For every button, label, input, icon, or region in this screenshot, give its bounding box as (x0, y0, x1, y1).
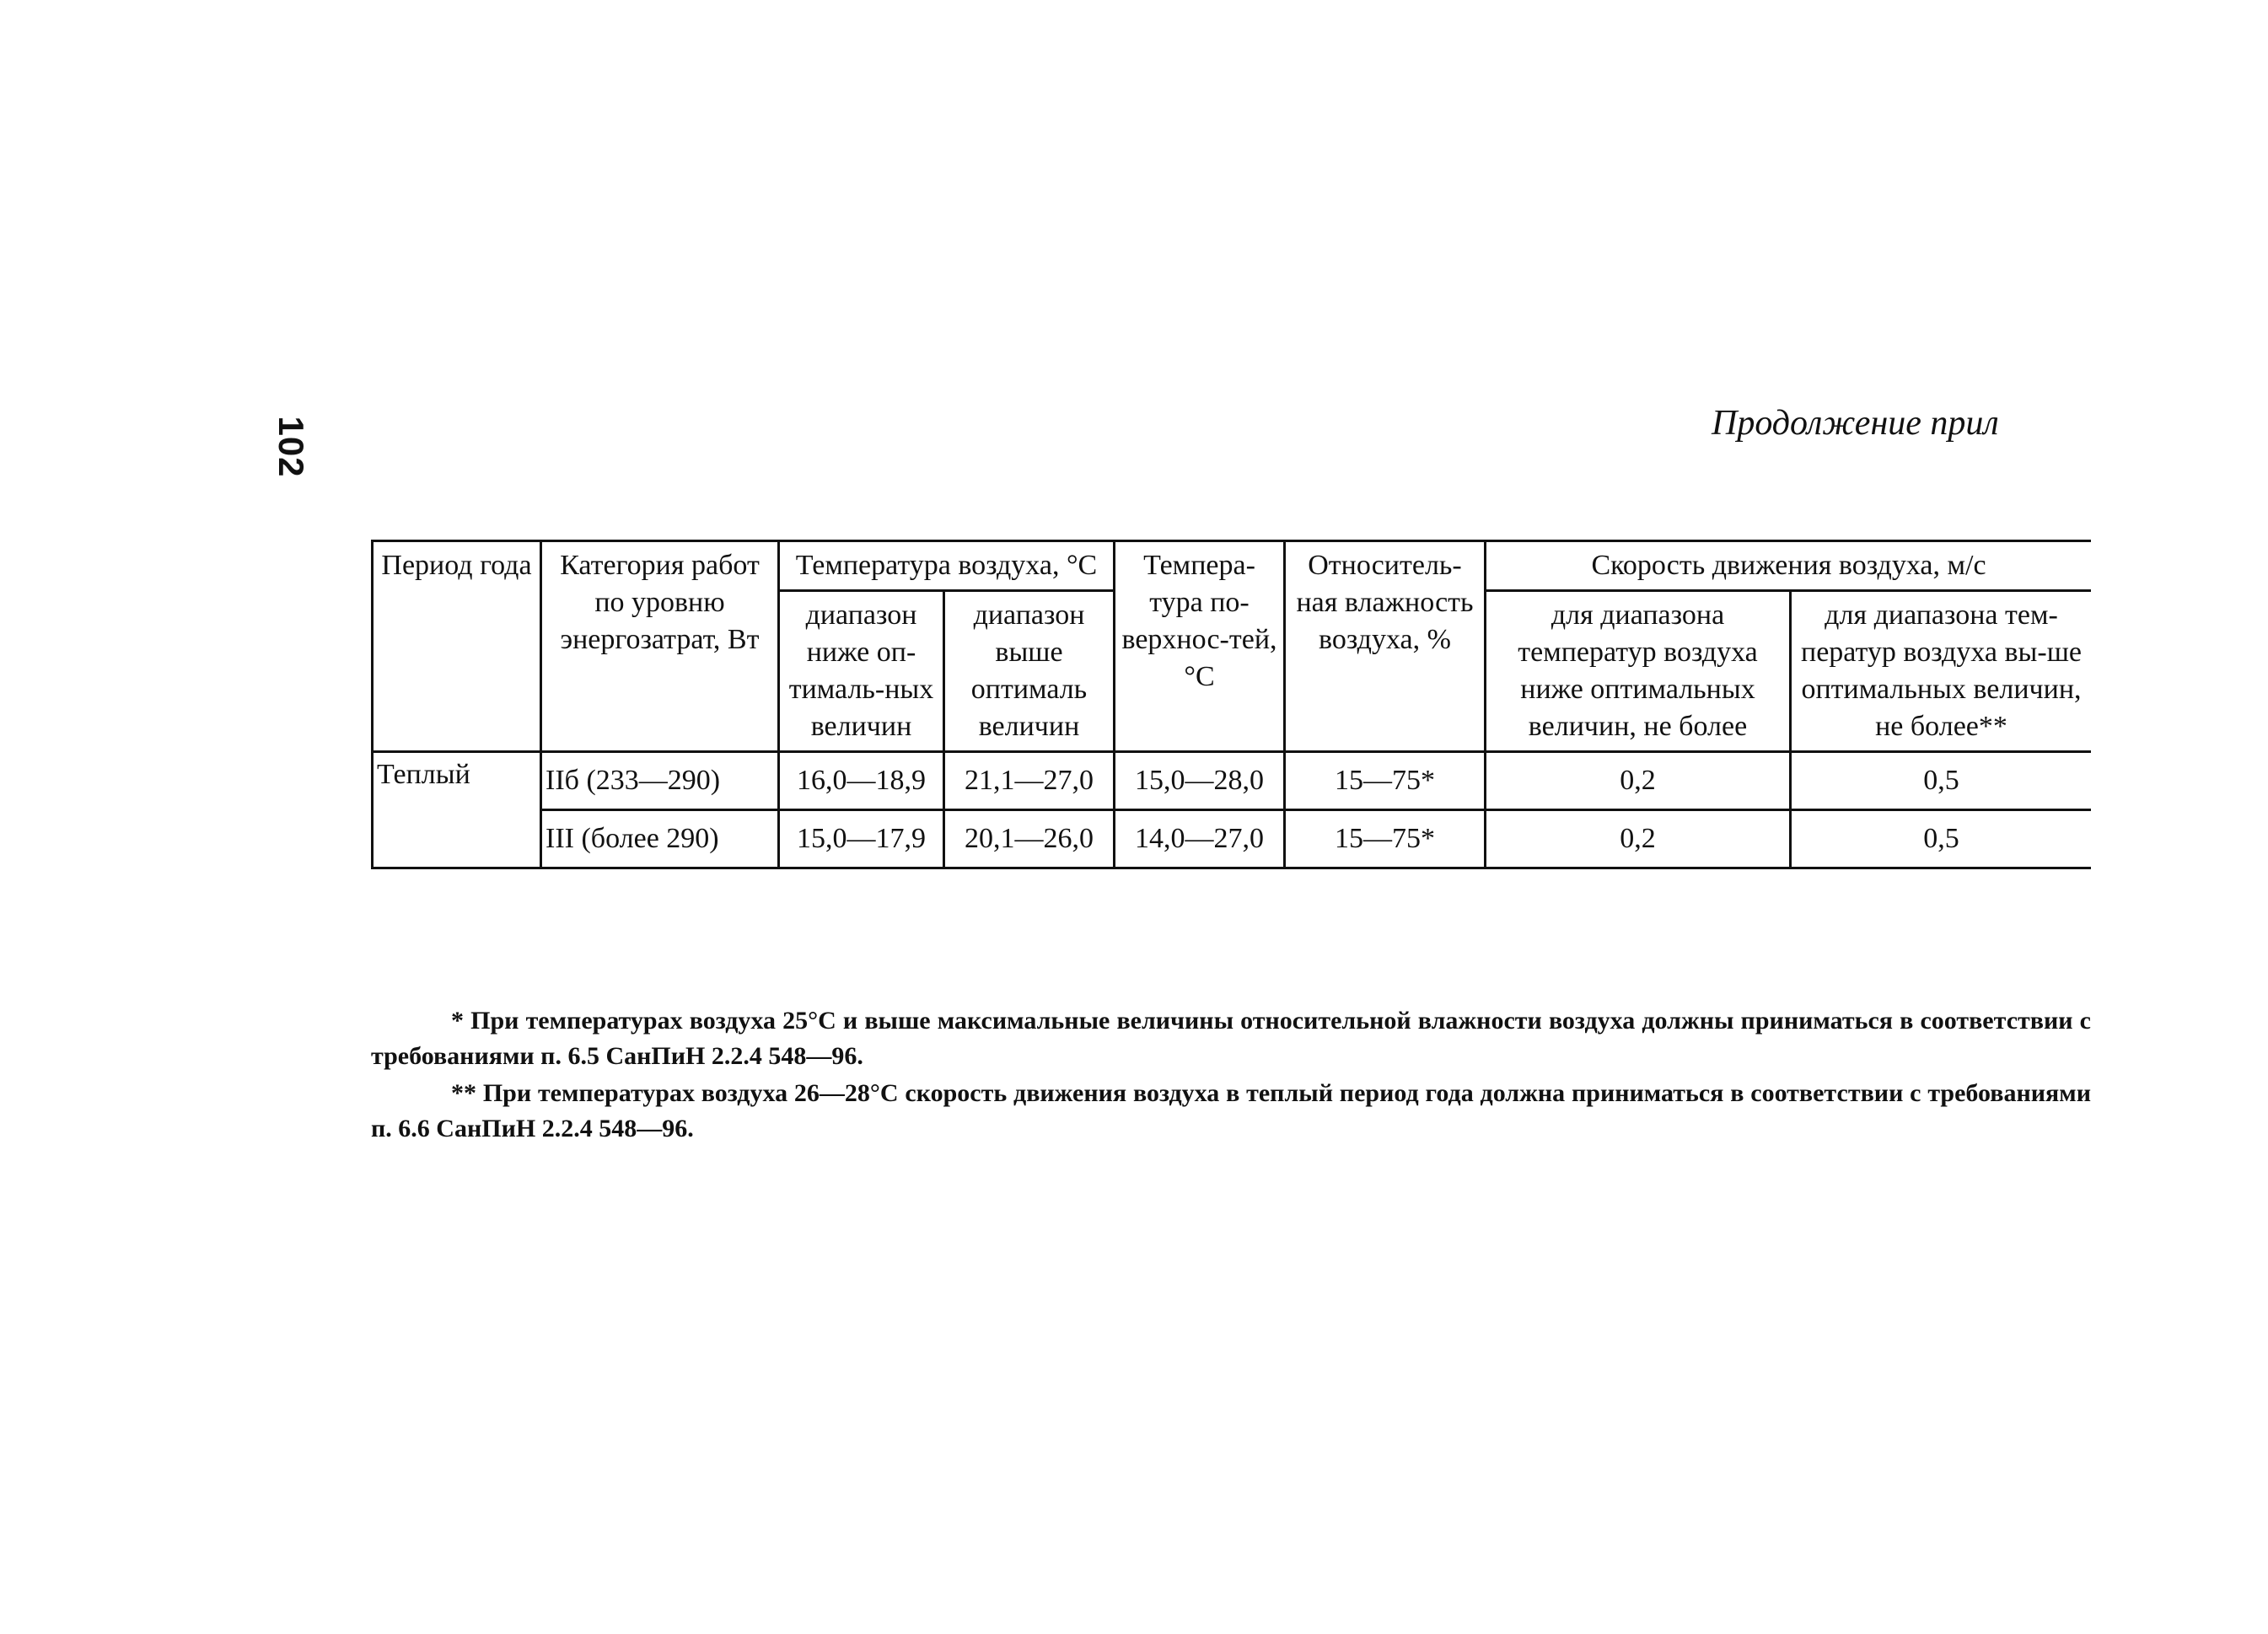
cell-surface-temp: 15,0—28,0 (1115, 752, 1285, 810)
header-air-temp-above: диапазон выше оптималь величин (944, 591, 1115, 752)
footnote-1: * При температурах воздуха 25°С и выше максимальные величины относительной влажности воздуха должны приниматься в соответствии с требованиями п. 6.5 СанПиН 2.2.4 548—96. (371, 1007, 2091, 1070)
cell-air-speed-below: 0,2 (1486, 752, 1791, 810)
header-air-temp: Температура воздуха, °С (779, 541, 1115, 591)
table-row (373, 810, 2092, 868)
cell-humidity: 15—75* (1285, 752, 1486, 810)
header-category: Категория работ по уровню энергозатрат, Вт (541, 541, 779, 752)
header-period: Период года (373, 541, 541, 752)
norms-table-container (371, 540, 2091, 959)
cell-air-temp-below: 16,0—18,9 (779, 752, 944, 810)
cell-air-temp-below: 15,0—17,9 (779, 810, 944, 868)
norms-table (371, 540, 2091, 869)
header-air-temp-below: диапазон ниже оп-тималь-ных величин (779, 591, 944, 752)
table-row (373, 752, 2092, 810)
header-surface-temp: Темпера-тура по-верхнос-тей, °С (1115, 541, 1285, 752)
footnote-2: ** При температурах воздуха 26—28°С скорость движения воздуха в теплый период года должна приниматься в соответствии с требованиями п. 6.6 СанПиН 2.2.4 548—96. (371, 1079, 2091, 1142)
cell-air-temp-above: 20,1—26,0 (944, 810, 1115, 868)
header-air-speed-below: для диапазона температур воздуха ниже оптимальных величин, не более (1486, 591, 1791, 752)
cell-air-speed-above: 0,5 (1791, 810, 2092, 868)
cell-category: III (более 290) (541, 810, 779, 868)
footnotes (371, 1003, 2091, 1148)
cell-humidity: 15—75* (1285, 810, 1486, 868)
header-air-speed: Скорость движения воздуха, м/с (1486, 541, 2092, 591)
continuation-label: Продолжение прил (1712, 404, 1999, 443)
cell-air-temp-above: 21,1—27,0 (944, 752, 1115, 810)
cell-surface-temp: 14,0—27,0 (1115, 810, 1285, 868)
header-row-1 (373, 541, 2092, 591)
header-humidity: Относитель-ная влажность воздуха, % (1285, 541, 1486, 752)
page-number: 102 (271, 416, 311, 478)
cell-period: Теплый (373, 752, 541, 868)
header-air-speed-above: для диапазона тем-ператур воздуха вы-ше оптимальных величин, не более** (1791, 591, 2092, 752)
cell-air-speed-below: 0,2 (1486, 810, 1791, 868)
cell-category: IIб (233—290) (541, 752, 779, 810)
cell-air-speed-above: 0,5 (1791, 752, 2092, 810)
